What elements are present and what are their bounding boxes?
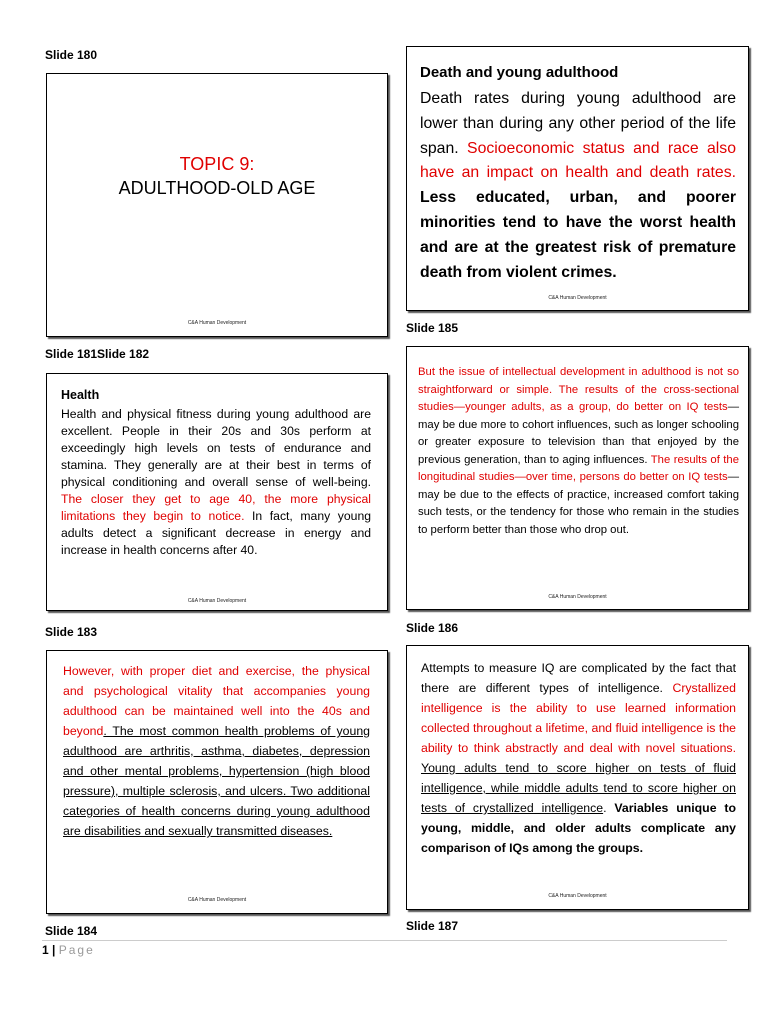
slide-health	[46, 373, 388, 611]
slide-label-187: Slide 187	[406, 919, 459, 933]
text-run: Attempts to measure IQ are complicated by the fact that there are different types of intelligence.	[421, 661, 736, 695]
slide-heading: Health	[61, 388, 100, 402]
text-run-bold: Variables unique to young, middle, and older adults complicate any comparison of IQs among the groups.	[421, 801, 736, 855]
slide-footer: C&A Human Development	[548, 893, 607, 899]
text-run: Death rates during young adulthood are lower than during any other period of the life span.	[420, 90, 736, 157]
slide-label-180: Slide 180	[45, 48, 98, 62]
text-run: —may be due to the effects of practice, increased comfort taking such tests, or the tendency for those who remain in the studies to perform better than those who drop out.	[418, 471, 739, 536]
slide-footer: C&A Human Development	[187, 598, 247, 604]
text-run-bold: Less educated, urban, and poorer minorities tend to have the worst health and are at the greatest risk of premature death from violent crimes.	[420, 189, 736, 281]
page-word: Page	[58, 943, 95, 957]
slide-label-183: Slide 183	[45, 625, 98, 639]
slide-label-184: Slide 184	[45, 924, 98, 938]
text-run-underlined: . The most common health problems of young adulthood are arthritis, asthma, diabetes, depression and other mental problems, hypertension (high blood pressure), multiple sclerosis, and ulcers. Two additional categories of health concerns during young adulthood are disabilities and sexually transmitted diseases.	[63, 724, 370, 838]
text-run-red: The closer they get to age 40, the more physical limitations they begin to notice.	[61, 492, 371, 523]
text-run-red: The results of the longitudinal studies—over time, persons do better on IQ tests	[418, 453, 739, 483]
page-separator: |	[48, 943, 59, 957]
slide-body	[418, 364, 739, 539]
topic-title: ADULTHOOD-OLD AGE	[118, 178, 316, 198]
slide-footer: C&A Human Development	[548, 594, 607, 600]
slide-iq	[406, 645, 749, 910]
text-run-red: Socioeconomic status and race also have an impact on health and death rates.	[420, 139, 736, 182]
slide-intellect	[406, 346, 749, 610]
text-run-underlined: Young adults tend to score higher on tests of fluid intelligence, while middle adults tend to score higher on tests of crystallized intelligence	[421, 761, 736, 815]
slide-footer: C&A Human Development	[187, 320, 247, 326]
slide-body	[421, 658, 736, 858]
slide-body	[63, 661, 370, 841]
slide-label-186: Slide 186	[406, 621, 459, 635]
text-run-red: Crystallized intelligence is the ability to use learned information collected throughout a lifetime, and fluid intelligence is the ability to think abstractly and deal with novel situations.	[421, 681, 736, 755]
slide-footer: C&A Human Development	[548, 295, 607, 301]
topic-number: TOPIC 9:	[179, 154, 255, 174]
slide-topic	[46, 73, 388, 337]
page-divider	[42, 940, 727, 941]
slide-body	[420, 87, 736, 285]
slide-heading: Death and young adulthood	[420, 64, 619, 81]
text-run-red: However, with proper diet and exercise, the physical and psychological vitality that accompanies young adulthood can be maintained well into the 40s and beyond	[63, 664, 370, 738]
slide-label-181-182: Slide 181Slide 182	[45, 347, 150, 361]
page-footer	[42, 943, 95, 957]
slide-death	[406, 46, 749, 311]
slide-body	[61, 406, 371, 559]
text-run: In fact, many young adults detect a significant decrease in energy and increase in health concerns after 40.	[61, 509, 371, 557]
slide-label-185: Slide 185	[406, 321, 459, 335]
page-number: 1	[42, 943, 49, 957]
slide-footer: C&A Human Development	[187, 897, 247, 903]
text-run-red: But the issue of intellectual development in adulthood is not so straightforward or simple. The results of the cross-sectional studies—younger adults, as a group, do better on IQ tests	[418, 366, 739, 413]
text-run: —may be due more to cohort influences, such as longer schooling or greater exposure to television than that enjoyed by the previous generation, than to aging influences.	[418, 401, 739, 466]
slide-diet	[46, 650, 388, 914]
text-run: Health and physical fitness during young adulthood are excellent. People in their 20s and 30s perform at exceedingly high levels on tests of endurance and stamina. They generally are at their best in terms of physical conditioning and overall sense of well-being.	[61, 407, 371, 489]
text-run: .	[603, 801, 615, 815]
